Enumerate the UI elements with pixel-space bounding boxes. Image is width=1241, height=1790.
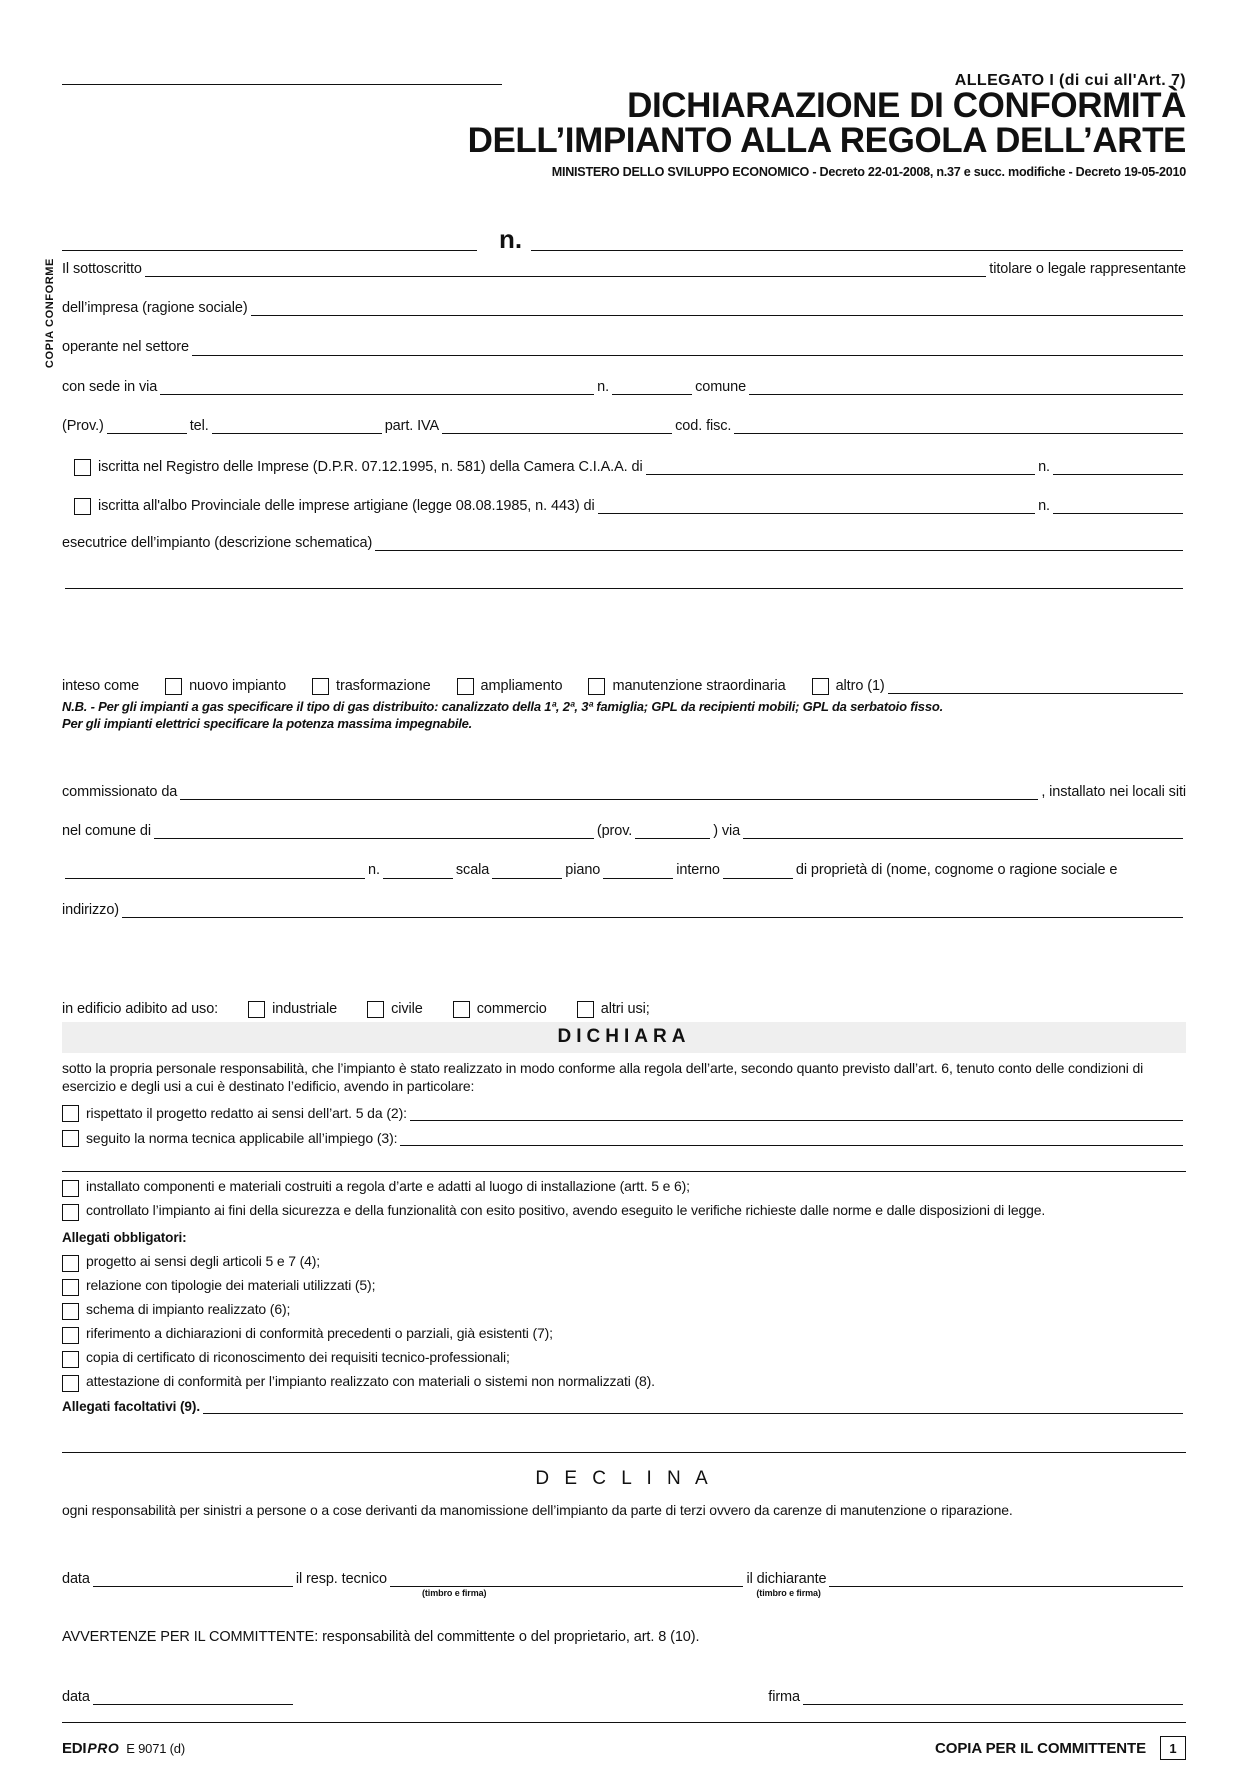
input-comune[interactable] xyxy=(749,381,1183,395)
input-sede-civico[interactable] xyxy=(612,381,692,395)
document-footer xyxy=(62,1736,1186,1760)
ministry-subtitle: MINISTERO DELLO SVILUPPO ECONOMICO - Decreto 22-01-2008, n.37 e succ. modifiche - Decreto 19-05-2010 xyxy=(551,164,1186,179)
input-albo-luogo[interactable] xyxy=(598,500,1035,514)
input-registro-n[interactable] xyxy=(1053,461,1183,475)
dichiara-check-norma[interactable] xyxy=(62,1129,1186,1146)
input-data-finale[interactable] xyxy=(93,1691,293,1705)
row-esecutrice xyxy=(62,536,1186,551)
page-title-line2: DELL’IMPIANTO ALLA REGOLA DELL’ARTE xyxy=(467,121,1186,161)
label-controllato-impianto: controllato l’impianto ai fini della sicurezza e della funzionalità con esito positivo, avendo eseguito le verifiche richieste dalle norme e dalle disposizioni di legge. xyxy=(86,1201,1046,1218)
checkbox-allegato-attestazione[interactable] xyxy=(62,1375,79,1392)
label-installato: , installato nei locali siti xyxy=(1041,784,1186,800)
label-prov: (Prov.) xyxy=(62,417,104,434)
input-esecutrice[interactable] xyxy=(375,537,1183,551)
page-title-line1: DICHIARAZIONE DI CONFORMITÀ xyxy=(627,86,1186,125)
label-scala: scala xyxy=(455,862,490,879)
label-commissionato: commissionato da xyxy=(62,784,178,800)
input-scala[interactable] xyxy=(492,865,562,879)
label-norma-tecnica: seguito la norma tecnica applicabile all’impiego (3): xyxy=(86,1130,398,1147)
allegato-item[interactable] xyxy=(62,1301,1186,1319)
option-ampliamento[interactable] xyxy=(457,677,563,694)
input-firma-finale[interactable] xyxy=(803,1691,1183,1705)
label-cod-fisc: cod. fisc. xyxy=(675,417,732,434)
copia-per-committente: COPIA PER IL COMMITTENTE xyxy=(935,1739,1146,1757)
label-rispettato-progetto: rispettato il progetto redatto ai sensi dell’art. 5 da (2): xyxy=(86,1105,407,1122)
input-indirizzo[interactable] xyxy=(122,904,1183,918)
option-uso-altri[interactable] xyxy=(577,1000,650,1017)
label-allegato-riferimento: riferimento a dichiarazioni di conformità precedenti o parziali, già esistenti (7); xyxy=(86,1324,553,1341)
label-albo-n: n. xyxy=(1038,497,1050,514)
input-data-firma[interactable] xyxy=(93,1573,293,1587)
label-allegato-relazione: relazione con tipologie dei materiali utilizzati (5); xyxy=(86,1276,376,1293)
input-interno[interactable] xyxy=(723,865,793,879)
input-nel-comune[interactable] xyxy=(154,825,594,839)
label-data-firma: data xyxy=(62,1571,90,1587)
label-allegati-facoltativi: Allegati facoltativi (9). xyxy=(62,1398,200,1414)
checkbox-norma-tecnica[interactable] xyxy=(62,1130,79,1147)
checkbox-allegato-progetto[interactable] xyxy=(62,1255,79,1272)
copia-conforme-side-label: COPIA CONFORME xyxy=(44,258,56,369)
label-uso-civile: civile xyxy=(391,1000,423,1017)
allegato-item[interactable] xyxy=(62,1325,1186,1343)
label-data-finale: data xyxy=(62,1689,90,1705)
label-uso-industriale: industriale xyxy=(272,1000,338,1017)
input-loc-indirizzo-cont[interactable] xyxy=(65,865,365,879)
brand-edi: EDI xyxy=(62,1739,87,1757)
input-resp-tecnico[interactable] xyxy=(390,1573,744,1587)
row-nel-comune xyxy=(62,824,1186,839)
checkbox-allegato-certificato[interactable] xyxy=(62,1351,79,1368)
checkbox-uso-civile[interactable] xyxy=(367,1001,384,1018)
label-loc-via: ) via xyxy=(713,823,741,840)
location-section xyxy=(62,785,1186,942)
option-nuovo-impianto[interactable] xyxy=(165,677,286,694)
label-partita-iva: part. IVA xyxy=(384,417,440,434)
checkbox-manutenzione-straordinaria[interactable] xyxy=(588,678,605,695)
numero-input[interactable] xyxy=(531,237,1183,251)
label-sede-civico: n. xyxy=(597,378,610,395)
nb-note-line2: Per gli impianti elettrici specificare la potenza massima impegnabile. xyxy=(62,715,473,731)
stamp-note-resp-tecnico: (timbro e firma) xyxy=(422,1588,487,1599)
form-code: E 9071 (d) xyxy=(126,1740,185,1756)
label-uso-edificio: in edificio adibito ad uso: xyxy=(62,1000,219,1017)
input-altro[interactable] xyxy=(888,680,1183,694)
checkbox-uso-altri[interactable] xyxy=(577,1001,594,1018)
row-settore xyxy=(62,340,1186,355)
input-dichiarante[interactable] xyxy=(829,1573,1183,1587)
header-rule xyxy=(62,62,502,85)
label-inteso-come: inteso come xyxy=(62,677,140,694)
input-rispettato-progetto[interactable] xyxy=(410,1107,1183,1121)
declina-title: D E C L I N A xyxy=(535,1468,713,1489)
checkbox-allegato-schema[interactable] xyxy=(62,1303,79,1320)
input-loc-via[interactable] xyxy=(743,825,1183,839)
option-trasformazione[interactable] xyxy=(312,677,431,694)
checkbox-allegato-relazione[interactable] xyxy=(62,1279,79,1296)
allegato-item[interactable] xyxy=(62,1373,1186,1391)
label-loc-prov: (prov. xyxy=(596,823,633,840)
input-allegati-facoltativi[interactable] xyxy=(203,1400,1183,1414)
input-sottoscritto[interactable] xyxy=(145,263,986,277)
row-civico-scala-piano xyxy=(62,863,1186,878)
checkbox-altro[interactable] xyxy=(812,678,829,695)
input-settore[interactable] xyxy=(192,342,1183,356)
input-sede-via[interactable] xyxy=(160,381,594,395)
declina-top-rule xyxy=(62,1452,1186,1453)
label-registro-imprese: iscritta nel Registro delle Imprese (D.P.R. 07.12.1995, n. 581) della Camera C.I.A.A. di xyxy=(98,458,643,475)
declina-body: ogni responsabilità per sinistri a persone o a cose derivanti da manomissione dell’impianto da parte di terzi ovvero da carenze di manutenzione o riparazione. xyxy=(62,1502,1013,1518)
label-manutenzione-straordinaria: manutenzione straordinaria xyxy=(612,677,786,694)
input-loc-civico[interactable] xyxy=(383,865,453,879)
checkbox-controllato-impianto[interactable] xyxy=(62,1204,79,1221)
dichiara-check-componenti[interactable] xyxy=(62,1178,1186,1196)
edipro-logo xyxy=(62,1740,185,1757)
label-altro: altro (1) xyxy=(835,677,885,694)
label-allegato-schema: schema di impianto realizzato (6); xyxy=(86,1300,291,1317)
label-registro-n: n. xyxy=(1038,458,1050,475)
label-dichiarante: il dichiarante xyxy=(746,1571,827,1587)
checkbox-ampliamento[interactable] xyxy=(457,678,474,695)
label-titolare: titolare o legale rappresentante xyxy=(989,261,1186,277)
label-nuovo-impianto: nuovo impianto xyxy=(189,677,287,694)
input-prov[interactable] xyxy=(107,420,187,434)
checkbox-registro-imprese[interactable] xyxy=(74,459,91,476)
label-allegato-certificato: copia di certificato di riconoscimento dei requisiti tecnico-professionali; xyxy=(86,1348,510,1365)
label-installato-componenti: installato componenti e materiali costruiti a regola d’arte e adatti al luogo di installazione (artt. 5 e 6); xyxy=(86,1177,690,1194)
option-uso-civile[interactable] xyxy=(367,1000,423,1017)
numero-left-rule xyxy=(62,234,477,251)
label-impresa: dell’impresa (ragione sociale) xyxy=(62,300,248,317)
input-cod-fisc[interactable] xyxy=(734,420,1183,434)
signature-row xyxy=(62,1572,1186,1587)
nb-note-line1: N.B. - Per gli impianti a gas specificare il tipo di gas distribuito: canalizzato della 1ª, 2ª, 3ª famiglia; GPL da recipienti mobili; GPL da serbatoio fisso. xyxy=(62,699,944,714)
label-interno: interno xyxy=(676,862,720,879)
inteso-come-section xyxy=(62,677,1186,732)
footer-rule xyxy=(62,1722,1186,1723)
avvertenze-text: AVVERTENZE PER IL COMMITTENTE: responsabilità del committente o del proprietario, art. 8 (10). xyxy=(62,1629,700,1645)
final-data-firma-row xyxy=(62,1690,1186,1705)
allegato-item[interactable] xyxy=(62,1277,1186,1295)
row-prov-tel-iva xyxy=(62,419,1186,434)
dichiara-intro-text: sotto la propria personale responsabilità, che l’impianto è stato realizzato in modo conforme alla regola dell’arte, secondo quanto previsto dall’art. 6, tenuto conto delle condizioni di esercizio e degli usi a cui è destinato l’edificio, avendo in particolare: xyxy=(62,1060,1144,1095)
input-partita-iva[interactable] xyxy=(442,420,672,434)
checkbox-nuovo-impianto[interactable] xyxy=(165,678,182,695)
label-albo-artigiane: iscritta all'albo Provinciale delle imprese artigiane (legge 08.08.1985, n. 443) di xyxy=(98,497,595,514)
allegato-item[interactable] xyxy=(62,1349,1186,1367)
dichiara-banner: DICHIARA xyxy=(62,1022,1186,1053)
label-allegato-attestazione: attestazione di conformità per l’impianto realizzato con materiali o sistemi non normalizzati (8). xyxy=(86,1372,655,1389)
label-ampliamento: ampliamento xyxy=(480,677,563,694)
document-header xyxy=(62,62,1186,179)
inteso-options xyxy=(62,677,1186,694)
option-altro[interactable] xyxy=(812,677,1186,694)
checkbox-albo-artigiane[interactable] xyxy=(74,498,91,515)
brand-pro: PRO xyxy=(87,1739,120,1756)
label-resp-tecnico: il resp. tecnico xyxy=(295,1571,387,1587)
input-piano[interactable] xyxy=(603,865,673,879)
checkbox-trasformazione[interactable] xyxy=(312,678,329,695)
page-number-box: 1 xyxy=(1160,1736,1186,1760)
row-allegati-facoltativi xyxy=(62,1400,1186,1414)
input-impresa[interactable] xyxy=(251,302,1183,316)
row-impresa xyxy=(62,301,1186,316)
label-settore: operante nel settore xyxy=(62,339,189,356)
label-sottoscritto: Il sottoscritto xyxy=(62,261,142,277)
input-loc-prov[interactable] xyxy=(635,825,710,839)
label-comune: comune xyxy=(695,378,747,395)
allegato-item[interactable] xyxy=(62,1253,1186,1271)
label-sede: con sede in via xyxy=(62,378,158,395)
checkbox-installato-componenti[interactable] xyxy=(62,1180,79,1197)
stamp-notes-row xyxy=(62,1588,1186,1598)
input-camera-ciaa[interactable] xyxy=(646,461,1035,475)
dichiara-check-controllato[interactable] xyxy=(62,1202,1186,1220)
allegato-label: ALLEGATO I (di cui all'Art. 7) xyxy=(954,72,1186,89)
label-uso-altri: altri usi; xyxy=(600,1000,650,1017)
row-commissionato xyxy=(62,785,1186,800)
checkbox-uso-commercio[interactable] xyxy=(453,1001,470,1018)
label-indirizzo: indirizzo) xyxy=(62,901,120,918)
input-commissionato[interactable] xyxy=(180,786,1038,800)
label-tel: tel. xyxy=(189,417,209,434)
company-form xyxy=(62,262,1186,613)
label-esecutrice: esecutrice dell’impianto (descrizione schematica) xyxy=(62,535,373,552)
dichiara-check-progetto[interactable] xyxy=(62,1104,1186,1121)
row-esecutrice-continua xyxy=(62,575,1186,589)
option-uso-industriale[interactable] xyxy=(248,1000,337,1017)
row-sede xyxy=(62,380,1186,395)
signature-section xyxy=(62,1572,1186,1598)
checkbox-uso-industriale[interactable] xyxy=(248,1001,265,1018)
input-albo-n[interactable] xyxy=(1053,500,1183,514)
label-loc-civico: n. xyxy=(368,862,380,879)
extra-write-line-1[interactable] xyxy=(62,1156,1186,1172)
numero-row xyxy=(62,224,1186,254)
uso-edificio-row xyxy=(62,1000,1186,1017)
checkbox-rispettato-progetto[interactable] xyxy=(62,1105,79,1122)
row-registro-imprese xyxy=(62,458,1186,475)
input-esecutrice-2[interactable] xyxy=(65,575,1183,589)
label-piano: piano xyxy=(565,862,601,879)
input-norma-tecnica[interactable] xyxy=(400,1132,1183,1146)
row-albo-artigiane xyxy=(62,497,1186,514)
label-allegato-progetto: progetto ai sensi degli articoli 5 e 7 (4); xyxy=(86,1252,321,1269)
row-sottoscritto xyxy=(62,262,1186,277)
option-uso-commercio[interactable] xyxy=(453,1000,547,1017)
stamp-note-dichiarante: (timbro e firma) xyxy=(756,1588,821,1599)
dichiara-body-section xyxy=(62,1059,1186,1414)
label-uso-commercio: commercio xyxy=(476,1000,547,1017)
row-indirizzo xyxy=(62,903,1186,918)
input-tel[interactable] xyxy=(212,420,382,434)
label-nel-comune: nel comune di xyxy=(62,823,151,840)
label-proprieta: di proprietà di (nome, cognome o ragione sociale e xyxy=(795,862,1118,879)
numero-label: n. xyxy=(499,224,523,254)
label-firma-finale: firma xyxy=(768,1689,800,1705)
option-manutenzione-straordinaria[interactable] xyxy=(588,677,785,694)
label-trasformazione: trasformazione xyxy=(336,677,431,694)
checkbox-allegato-riferimento[interactable] xyxy=(62,1327,79,1344)
label-allegati-obbligatori: Allegati obbligatori: xyxy=(62,1229,187,1245)
